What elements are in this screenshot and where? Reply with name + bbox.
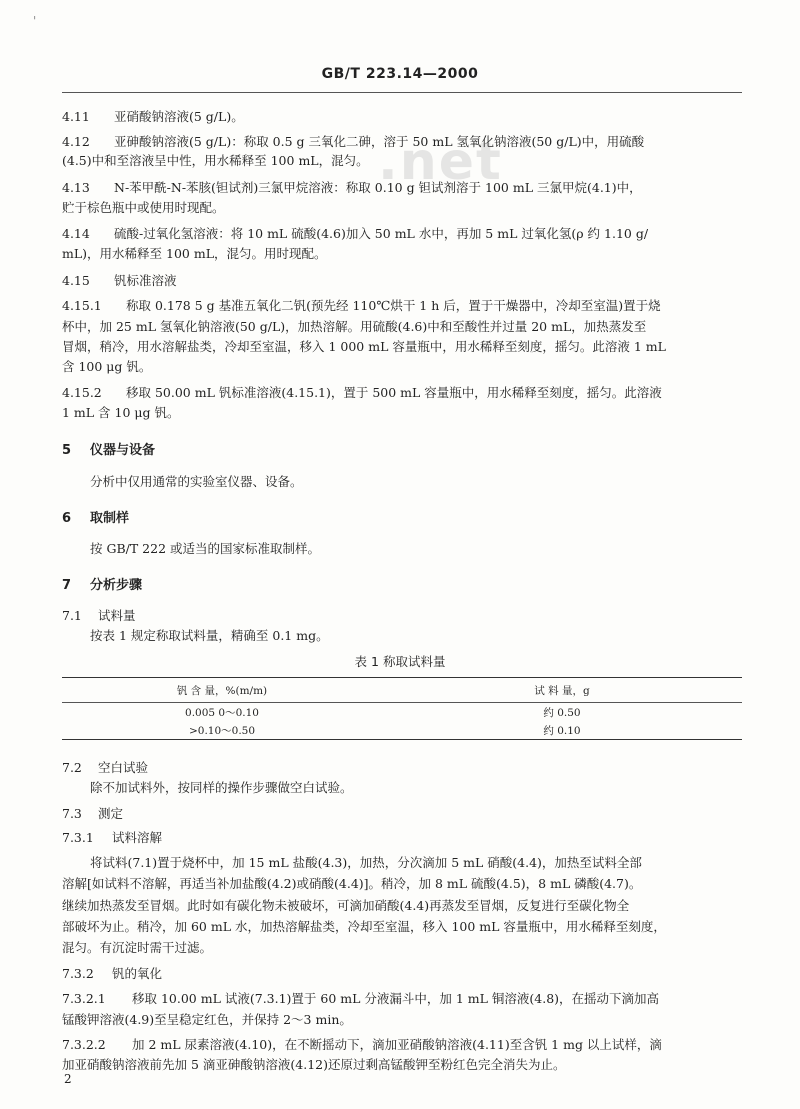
item-4-12-cont: (4.5)中和至溶液呈中性，用水稀释至 100 mL，混匀。 [62,153,369,168]
table-cell: >0.10～0.50 [62,721,382,740]
s7-2-heading: 7.2 空白试验 [62,760,149,775]
table-header-vanadium: 钒 含 量，%(m/m) [62,678,382,703]
s7-2-body: 除不加试料外，按同样的操作步骤做空白试验。 [90,780,353,795]
page-number: 2 [64,1072,72,1086]
s7-3-1-line1: 将试料(7.1)置于烧杯中，加 15 mL 盐酸(4.3)，加热，分次滴加 5 mL 硝酸(4.4)，加热至试料全部 [90,855,642,870]
table-cell: 约 0.50 [543,706,581,719]
item-4-15-1-cont3: 含 100 μg 钒。 [62,359,152,374]
item-4-15-1-cont1: 杯中，加 25 mL 氢氧化钠溶液(50 g/L)，加热溶解。用硫酸(4.6)中和至酸性并过量 20 mL，加热蒸发至 [62,319,647,334]
item-4-12: 4.12 亚砷酸钠溶液(5 g/L)：称取 0.5 g 三氧化二砷，溶于 50 mL 氢氧化钠溶液(50 g/L)中，用硫酸 [62,134,645,149]
s7-3-1-line2: 溶解[如试料不溶解，再适当补加盐酸(4.2)或硝酸(4.4)]。稍冷，加 8 mL 硫酸(4.5)，8 mL 磷酸(4.7)。 [62,876,642,891]
scan-mark: ' [33,14,37,28]
item-4-15-1: 4.15.1 称取 0.178 5 g 基准五氧化二钒(预先经 110℃烘干 1 h 后，置于干燥器中，冷却至室温)置于烧 [62,298,661,313]
item-4-13-cont: 贮于棕色瓶中或使用时现配。 [62,200,225,215]
s7-1-heading: 7.1 试料量 [62,608,136,623]
watermark: .net [378,132,503,192]
s7-3-2-heading: 7.3.2 钒的氧化 [62,966,163,981]
table-row [62,703,742,722]
table-header-mass: 试 料 量，g [382,678,742,703]
s7-3-heading: 7.3 测定 [62,806,124,821]
item-4-15-2: 4.15.2 移取 50.00 mL 钒标准溶液(4.15.1)，置于 500 mL 容量瓶中，用水稀释至刻度，摇匀。此溶液 [62,385,662,400]
item-4-14-cont: mL)，用水稀释至 100 mL，混匀。用时现配。 [62,246,327,261]
item-4-13: 4.13 N-苯甲酰-N-苯胲(钽试剂)三氯甲烷溶液：称取 0.10 g 钽试剂溶于 100 mL 三氯甲烷(4.1)中， [62,180,642,195]
section-5-body: 分析中仅用通常的实验室仪器、设备。 [90,474,303,489]
section-6-heading: 6 取制样 [62,511,130,526]
s7-3-1-line5: 混匀。有沉淀时需干过滤。 [62,940,213,955]
s7-3-2-1-line2: 锰酸钾溶液(4.9)至呈稳定红色，并保持 2～3 min。 [62,1012,352,1027]
item-4-15-1-cont2: 冒烟，稍冷，用水溶解盐类，冷却至室温，移入 1 000 mL 容量瓶中，用水稀释至刻度，摇匀。此溶液 1 mL [62,339,666,354]
standard-header: GB/T 223.14—2000 [321,66,479,82]
s7-1-body: 按表 1 规定称取试料量，精确至 0.1 mg。 [90,628,329,643]
header-rule [62,92,742,93]
table-cell: 约 0.10 [382,721,742,740]
item-4-15-2-cont: 1 mL 含 10 μg 钒。 [62,405,180,420]
item-4-15: 4.15 钒标准溶液 [62,273,177,288]
item-4-11: 4.11 亚硝酸钠溶液(5 g/L)。 [62,109,244,124]
item-4-14: 4.14 硫酸-过氧化氢溶液：将 10 mL 硫酸(4.6)加入 50 mL 水中，再加 5 mL 过氧化氢(ρ 约 1.10 g/ [62,226,649,241]
table-1 [62,677,742,740]
section-7-heading: 7 分析步骤 [62,578,143,593]
table-row [62,721,742,740]
table-cell: 0.005 0～0.10 [185,706,259,719]
section-5-heading: 5 仪器与设备 [62,443,156,458]
s7-3-2-2-line1: 7.3.2.2 加 2 mL 尿素溶液(4.10)，在不断摇动下，滴加亚硝酸钠溶液(4.11)至含钒 1 mg 以上试样，滴 [62,1037,662,1052]
table-header-row [62,678,742,703]
s7-3-2-1-line1: 7.3.2.1 移取 10.00 mL 试液(7.3.1)置于 60 mL 分液漏斗中，加 1 mL 铜溶液(4.8)，在摇动下滴加高 [62,991,660,1006]
s7-3-1-heading: 7.3.1 试料溶解 [62,830,163,845]
s7-3-2-2-line2: 加亚硝酸钠溶液前先加 5 滴亚砷酸钠溶液(4.12)还原过剩高锰酸钾至粉红色完全消失为止。 [62,1057,566,1072]
section-6-body: 按 GB/T 222 或适当的国家标准取制样。 [90,541,320,556]
s7-3-1-line4: 部破坏为止。稍冷，加 60 mL 水，加热溶解盐类，冷却至室温，移入 100 mL 容量瓶中，用水稀释至刻度， [62,919,666,934]
s7-3-1-line3: 继续加热蒸发至冒烟。此时如有碳化物未被破坏，可滴加硝酸(4.4)再蒸发至冒烟，反复进行至碳化物全 [62,898,630,913]
table-1-caption: 表 1 称取试料量 [354,654,446,669]
